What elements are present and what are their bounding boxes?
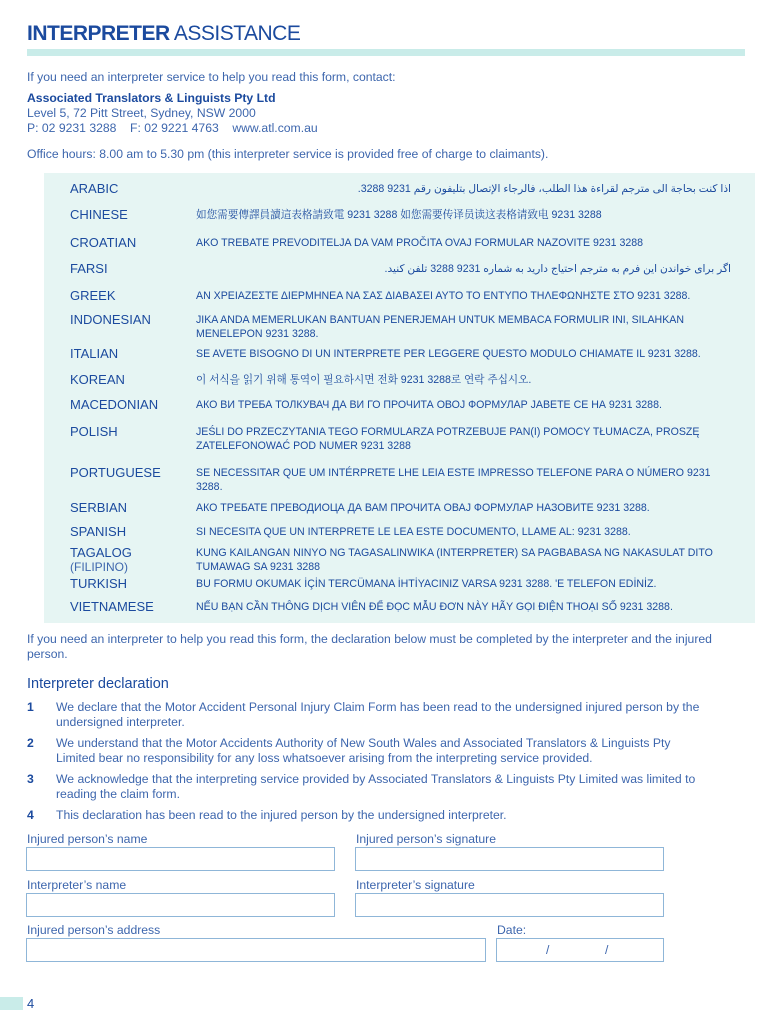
language-name-group: [70, 313, 190, 327]
injured-name-label: Injured person’s name: [27, 832, 148, 846]
organisation-contacts: P: 02 9231 3288 F: 02 9221 4763 www.atl.com.au: [27, 121, 318, 135]
language-instruction: اذا كنت بحاجة الى مترجم لقراءة هذا الطلب، فالرجاء الإتصال بتليفون رقم 9231 3288.: [357, 183, 731, 195]
language-name: INDONESIAN: [70, 312, 151, 327]
language-name: POLISH: [70, 424, 118, 439]
language-name-group: [70, 208, 190, 222]
injured-address-label: Injured person’s address: [27, 923, 161, 937]
injured-signature-field[interactable]: [355, 847, 664, 871]
language-name-group: [70, 525, 190, 539]
language-name: CHINESE: [70, 207, 128, 222]
language-instruction: АКО ТРЕБАТЕ ПРЕВОДИОЦА ДА ВАМ ПРОЧИТА ОВАЈ ФОРМУЛАР НАЗОВИТЕ 9231 3288.: [196, 502, 650, 514]
page-title: [27, 22, 300, 46]
interpreter-signature-label: Interpreter’s signature: [356, 878, 475, 892]
language-name: KOREAN: [70, 372, 125, 387]
language-name: CROATIAN: [70, 235, 137, 250]
language-instruction: NẾU BẠN CẦN THÔNG DỊCH VIÊN ĐỂ ĐỌC MẪU ĐƠN NÀY HÃY GỌI ĐIỆN THOẠI SỐ 9231 3288.: [196, 601, 673, 613]
language-name: MACEDONIAN: [70, 397, 159, 412]
declaration-intro: If you need an interpreter to help you read this form, the declaration below must be completed by the interpreter and the injured person.: [27, 632, 712, 661]
language-name: FARSI: [70, 261, 108, 276]
page-number: 4: [27, 996, 35, 1011]
language-instruction: JIKA ANDA MEMERLUKAN BANTUAN PENERJEMAH UNTUK MEMBACA FORMULIR INI, SILAHKAN MENELEPON 9231 3288.: [196, 314, 684, 340]
language-name: SERBIAN: [70, 500, 128, 515]
declaration-item-number: 3: [27, 772, 34, 786]
language-instruction: ΑΝ ΧΡΕΙΑΖΕΣΤΕ ΔΙΕΡΜΗΝΕΑ ΝΑ ΣΑΣ ΔΙΑΒΑΣΕΙ ΑΥΤΟ ΤΟ ΕΝΤΥΠΟ ΤΗΛΕΦΩΝΗΣΤΕ ΣΤΟ 9231 3288.: [196, 290, 691, 302]
language-name: GREEK: [70, 288, 116, 303]
language-instruction: АКО ВИ ТРЕБА ТОЛКУВАЧ ДА ВИ ГО ПРОЧИТА ОВОЈ ФОРМУЛАР ЈАВЕТЕ СЕ НА 9231 3288.: [196, 399, 662, 411]
language-instruction: SE AVETE BISOGNO DI UN INTERPRETE PER LEGGERE QUESTO MODULO CHIAMATE IL 9231 3288.: [196, 348, 701, 360]
title-rest: ASSISTANCE: [169, 22, 301, 45]
injured-signature-label: Injured person’s signature: [356, 832, 497, 846]
language-instruction: JEŚLI DO PRZECZYTANIA TEGO FORMULARZA POTRZEBUJE PAN(I) POMOCY TŁUMACZA, PROSZĘ ZATELEFONOWAĆ POD NUMER 9231 3288: [196, 426, 700, 452]
date-field[interactable]: [496, 938, 664, 962]
office-hours: Office hours: 8.00 am to 5.30 pm (this interpreter service is provided free of charge to claimants).: [27, 147, 549, 161]
injured-name-field[interactable]: [26, 847, 335, 871]
language-name-group: [70, 236, 190, 250]
language-subname: (FILIPINO): [70, 560, 129, 574]
language-name: TAGALOG: [70, 545, 132, 560]
organisation-name: Associated Translators & Linguists Pty Ltd: [27, 91, 276, 105]
language-instruction: AKO TREBATE PREVODITELJA DA VAM PROČITA OVAJ FORMULAR NAZOVITE 9231 3288: [196, 237, 644, 249]
language-name: PORTUGUESE: [70, 465, 161, 480]
interpreter-name-label: Interpreter’s name: [27, 878, 127, 892]
language-name-group: [70, 398, 190, 412]
declaration-item-number: 1: [27, 700, 34, 714]
language-name-group: [70, 600, 190, 614]
title-underline-bar: [27, 49, 745, 56]
language-name-group: [70, 262, 190, 276]
declaration-item-number: 2: [27, 736, 34, 750]
language-name-group: [70, 425, 190, 439]
language-name-group: [70, 501, 190, 515]
language-name-group: [70, 373, 190, 387]
language-name: VIETNAMESE: [70, 599, 154, 614]
intro-line: If you need an interpreter service to help you read this form, contact:: [27, 70, 396, 84]
date-label: Date:: [497, 923, 527, 937]
page-number-tab: [0, 997, 23, 1010]
language-instruction: 如您需要傳譯員讀這表格請致電 9231 3288 如您需要传译员读这表格请致电 9231 3288: [196, 209, 602, 221]
language-instruction: SI NECESITA QUE UN INTERPRETE LE LEA ESTE DOCUMENTO, LLAME AL: 9231 3288.: [196, 526, 631, 538]
language-name: TURKISH: [70, 576, 128, 591]
language-name-group: [70, 466, 190, 480]
language-name-group: [70, 546, 190, 574]
language-name-group: [70, 347, 190, 361]
declaration-item-text: This declaration has been read to the injured person by the undersigned interpreter.: [56, 808, 507, 822]
language-name-group: [70, 289, 190, 303]
language-name: SPANISH: [70, 524, 127, 539]
declaration-item-text: We acknowledge that the interpreting service provided by Associated Translators & Linguists Pty Limited was limited to reading the claim form.: [56, 772, 696, 801]
language-instruction: SE NECESSITAR QUE UM INTÉRPRETE LHE LEIA ESTE IMPRESSO TELEFONE PARA O NÚMERO 9231 3288.: [196, 467, 711, 493]
organisation-address: Level 5, 72 Pitt Street, Sydney, NSW 2000: [27, 106, 256, 120]
language-name: ARABIC: [70, 181, 119, 196]
date-separator: /: [546, 943, 550, 957]
language-instruction: BU FORMU OKUMAK İÇİN TERCÜMANA İHTİYACINIZ VARSA 9231 3288. 'E TELEFON EDİNİZ.: [196, 578, 657, 590]
language-instruction: KUNG KAILANGAN NINYO NG TAGASALINWIKA (INTERPRETER) SA PAGBABASA NG NAKASULAT DITO TUMAWAG SA 9231 3288: [196, 547, 713, 573]
date-separator: /: [605, 943, 609, 957]
interpreter-signature-field[interactable]: [355, 893, 664, 917]
language-instruction: اگر برای خواندن این فرم به مترجم احتیاج دارید به شماره 9231 3288 تلفن کنید.: [384, 263, 731, 275]
language-instruction: 이 서식을 읽기 위해 통역이 필요하시면 전화 9231 3288로 연락 주십시오.: [196, 374, 532, 386]
declaration-item-number: 4: [27, 808, 34, 822]
language-name: ITALIAN: [70, 346, 119, 361]
declaration-item-text: We understand that the Motor Accidents Authority of New South Wales and Associated Translators & Linguists Pty Limited bear no responsibility for any loss whatsoever arising from the interpreting service provided.: [56, 736, 671, 765]
language-name-group: [70, 182, 190, 196]
declaration-item-text: We declare that the Motor Accident Personal Injury Claim Form has been read to the undersigned injured person by the undersigned interpreter.: [56, 700, 700, 729]
interpreter-name-field[interactable]: [26, 893, 335, 917]
title-bold: INTERPRETER: [27, 22, 170, 45]
declaration-heading: Interpreter declaration: [27, 676, 169, 692]
injured-address-field[interactable]: [26, 938, 486, 962]
language-name-group: [70, 577, 190, 591]
